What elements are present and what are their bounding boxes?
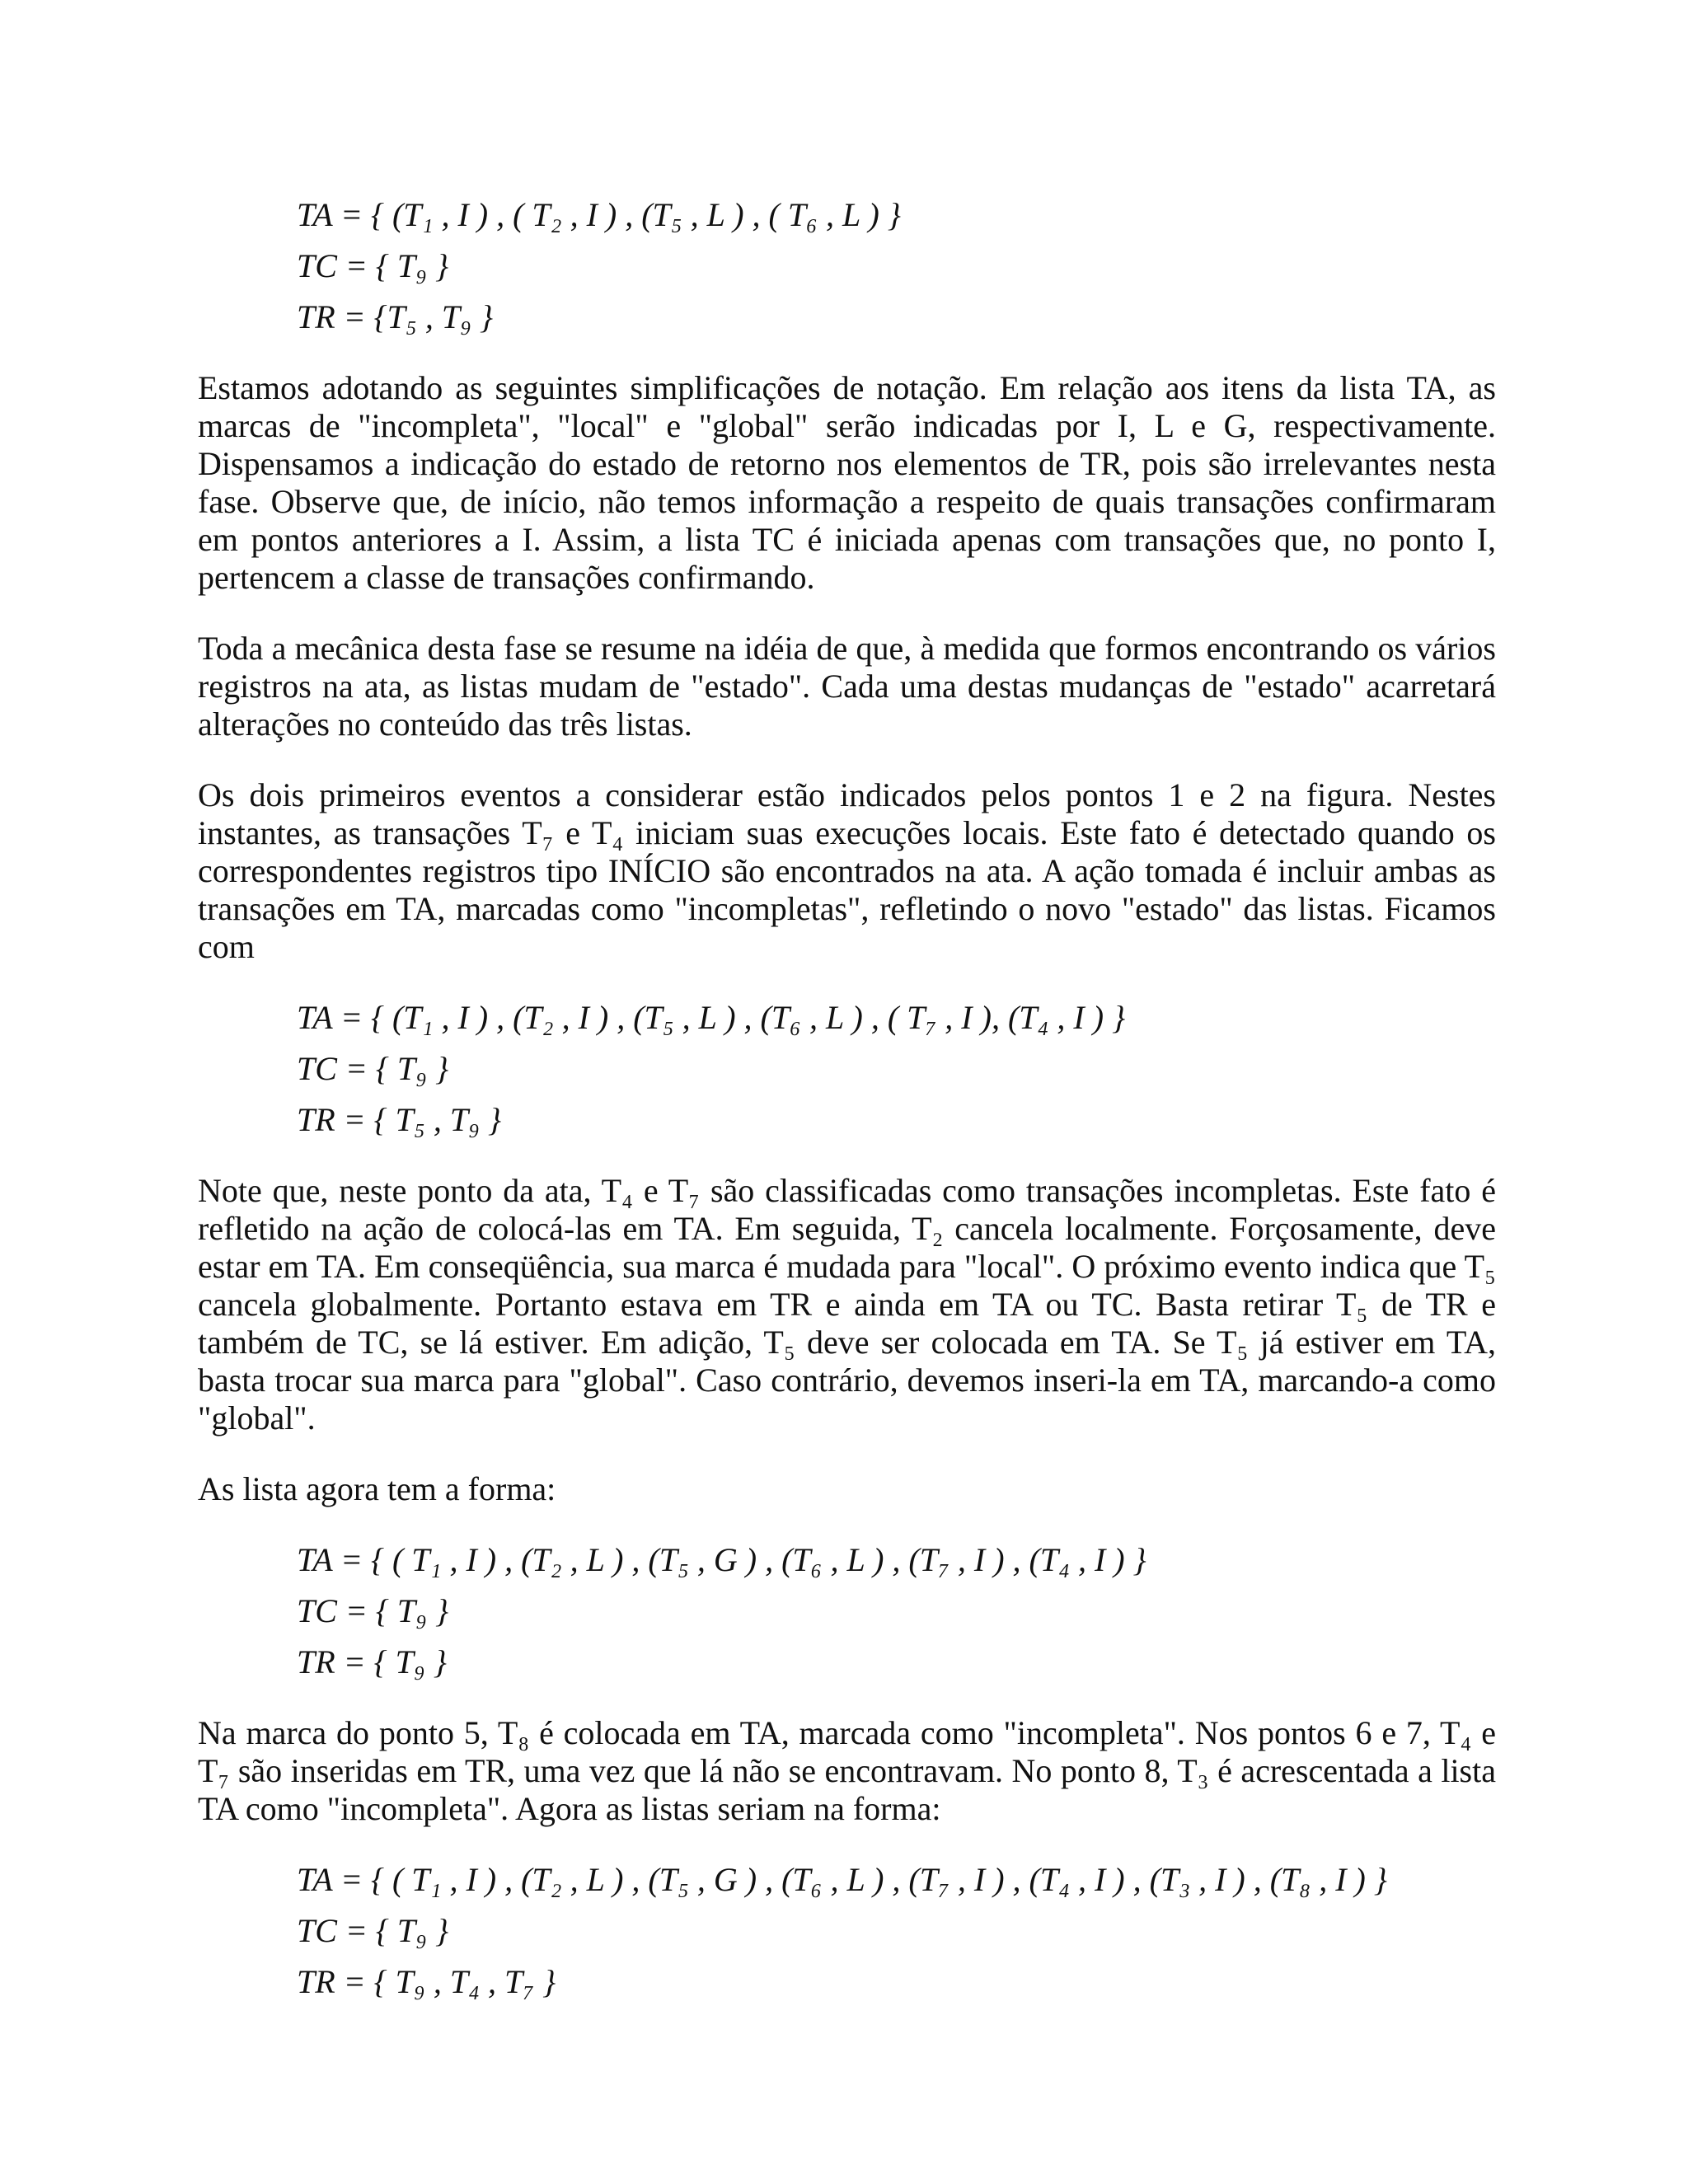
equation-tr: TR = { T₉ , T₄ , T₇ } xyxy=(297,1963,556,2000)
paragraph-1: Estamos adotando as seguintes simplificações de notação. Em relação aos itens da lista TA, as marcas de "incompleta", "local" e "global" serão indicadas por I, L e G, respectivamente. Dispensamos a indicação do estado de retorno nos elementos de TR, pois são irrelevantes nesta fase. Observe que, de início, não temos informação a respeito de quais transações confirmaram em pontos anteriores a I. Assim, a lista TC é iniciada apenas com transações que, no ponto I, pertencem a classe de transações confirmando. xyxy=(198,369,1496,596)
equation-block-4 xyxy=(297,1854,1496,2008)
equation-ta: TA = { ( T₁ , I ) , (T₂ , L ) , (T₅ , G ) , (T₆ , L ) , (T₇ , I ) , (T₄ , I ) } xyxy=(297,1541,1146,1578)
equation-block-2 xyxy=(297,992,1496,1146)
equation-tc: TC = { T₉ } xyxy=(297,247,449,284)
equation-tr: TR = { T₅ , T₉ } xyxy=(297,1101,501,1138)
paragraph-5: As lista agora tem a forma: xyxy=(198,1470,556,1507)
paragraph-6: Na marca do ponto 5, T₈ é colocada em TA, marcada como "incompleta". Nos pontos 6 e 7, T₄ e T₇ são inseridas em TR, uma vez que lá não se encontravam. No ponto 8, T₃ é acrescentada a lista TA como "incompleta". Agora as listas seriam na forma: xyxy=(198,1714,1496,1827)
equation-tr: TR = {T₅ , T₉ } xyxy=(297,298,493,335)
equation-block-3 xyxy=(297,1535,1496,1688)
paragraph-4: Note que, neste ponto da ata, T₄ e T₇ são classificadas como transações incompletas. Este fato é refletido na ação de colocá-las em TA. Em seguida, T₂ cancela localmente. Forçosamente, deve estar em TA. Em conseqüência, sua marca é mudada para "local". O próximo evento indica que T₅ cancela globalmente. Portanto estava em TR e ainda em TA ou TC. Basta retirar T₅ de TR e também de TC, se lá estiver. Em adição, T₅ deve ser colocada em TA. Se T₅ já estiver em TA, basta trocar sua marca para "global". Caso contrário, devemos inseri-la em TA, marcando-a como "global". xyxy=(198,1172,1496,1436)
equation-tc: TC = { T₉ } xyxy=(297,1050,449,1087)
equation-tr: TR = { T₉ } xyxy=(297,1643,447,1680)
equation-tc: TC = { T₉ } xyxy=(297,1912,449,1949)
paragraph-3: Os dois primeiros eventos a considerar estão indicados pelos pontos 1 e 2 na figura. Nestes instantes, as transações T₇ e T₄ iniciam suas execuções locais. Este fato é detectado quando os correspondentes registros tipo INÍCIO são encontrados na ata. A ação tomada é incluir ambas as transações em TA, marcadas como "incompletas", refletindo o novo "estado" das listas. Ficamos com xyxy=(198,776,1496,965)
equation-block-1 xyxy=(297,190,1496,343)
equation-ta: TA = { ( T₁ , I ) , (T₂ , L ) , (T₅ , G ) , (T₆ , L ) , (T₇ , I ) , (T₄ , I ) , (T₃ , I ) , (T₈ , I ) } xyxy=(297,1861,1387,1898)
equation-ta: TA = { (T₁ , I ) , ( T₂ , I ) , (T₅ , L ) , ( T₆ , L ) } xyxy=(297,196,901,233)
document-page xyxy=(198,190,1496,2008)
equation-ta: TA = { (T₁ , I ) , (T₂ , I ) , (T₅ , L ) , (T₆ , L ) , ( T₇ , I ), (T₄ , I ) } xyxy=(297,999,1126,1036)
equation-tc: TC = { T₉ } xyxy=(297,1592,449,1629)
paragraph-2: Toda a mecânica desta fase se resume na idéia de que, à medida que formos encontrando os vários registros na ata, as listas mudam de "estado". Cada uma destas mudanças de "estado" acarretará alterações no conteúdo das três listas. xyxy=(198,630,1496,743)
